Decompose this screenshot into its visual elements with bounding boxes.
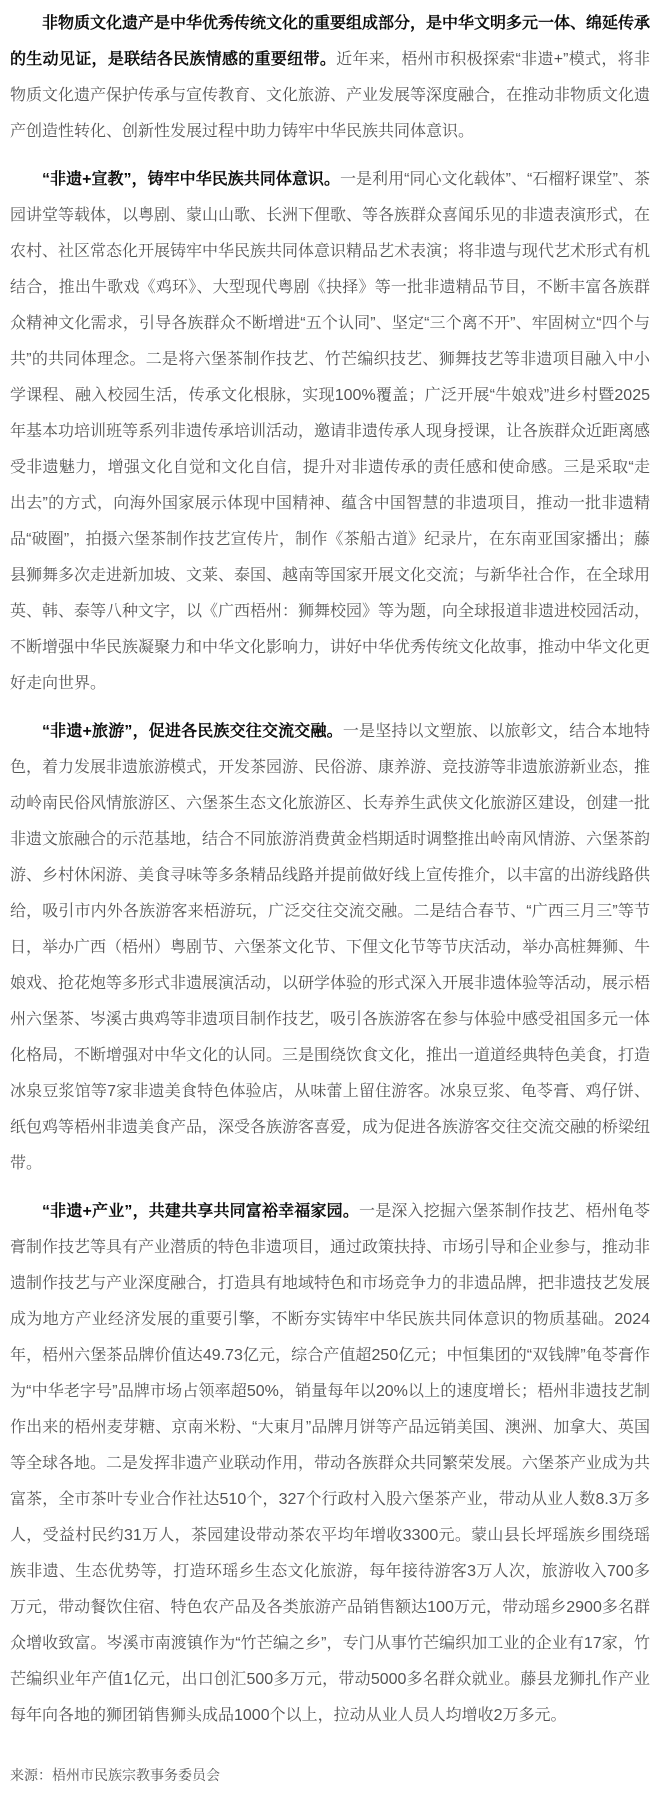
intro-body-text: 近年来，梧州市积极探索“非遗+”模式，将非物质文化遗产保护传承与宣传教育、文化旅游、产业发展等深度融合，在推动非物质文化遗产创造性转化、创新性发展过程中助力铸牢中华民族共同体意识。 [10, 51, 651, 140]
heritage-tourism-heading: “非遗+旅游”，促进各民族交往交流交融。 [42, 723, 343, 740]
heritage-education-heading: “非遗+宣教”，铸牢中华民族共同体意识。 [42, 171, 340, 188]
paragraph-heritage-industry [10, 1194, 650, 1734]
heritage-industry-body-text: 一是深入挖掘六堡茶制作技艺、梧州龟苓膏制作技艺等具有产业潜质的特色非遗项目，通过政策扶持、市场引导和企业参与，推动非遗制作技艺与产业深度融合，打造具有地域特色和市场竞争力的非遗品牌，把非遗技艺发展成为地方产业经济发展的重要引擎，不断夯实铸牢中华民族共同体意识的物质基础。2024年，梧州六堡茶品牌价值达49.73亿元，综合产值超250亿元；中恒集团的“双钱牌”龟苓膏作为“中华老字号”品牌市场占领率超50%，销量每年以20%以上的速度增长；梧州非遗技艺制作出来的梧州麦芽糖、京南米粉、“大東月”品牌月饼等产品远销美国、澳洲、加拿大、英国等全球各地。二是发挥非遗产业联动作用，带动各族群众共同繁荣发展。六堡茶产业成为共富茶，全市茶叶专业合作社达510个，327个行政村入股六堡茶产业，带动从业人数8.3万多人，受益村民约31万人，茶园建设带动茶农平均年增收3300元。蒙山县长坪瑶族乡围绕瑶族非遗、生态优势等，打造环瑶乡生态文化旅游，每年接待游客3万人次，旅游收入700多万元，带动餐饮住宿、特色农产品及各类旅游产品销售额达100万元，带动瑶乡2900多名群众增收致富。岑溪市南渡镇作为“竹芒编之乡”，专门从事竹芒编织加工业的企业有17家，竹芒编织业年产值1亿元，出口创汇500多万元，带动5000多名群众就业。藤县龙狮扎作产业每年向各地的狮团销售狮头成品1000个以上，拉动从业人员人均增收2万多元。 [10, 1203, 651, 1724]
heritage-tourism-body-text: 一是坚持以文塑旅、以旅彰文，结合本地特色，着力发展非遗旅游模式，开发茶园游、民俗游、康养游、竞技游等非遗旅游新业态，推动岭南民俗风情旅游区、六堡茶生态文化旅游区、长寿养生武侠文化旅游区建设，创建一批非遗文旅融合的示范基地，结合不同旅游消费黄金档期适时调整推出岭南风情游、六堡茶韵游、乡村休闲游、美食寻味等多条精品线路并提前做好线上宣传推介，以丰富的出游线路供给，吸引市内外各族游客来梧游玩，广泛交往交流交融。二是结合春节、“广西三月三”等节日，举办广西（梧州）粤剧节、六堡茶文化节、下俚文化节等节庆活动，举办高桩舞狮、牛娘戏、抢花炮等多形式非遗展演活动，以研学体验的形式深入开展非遗体验等活动，展示梧州六堡茶、岑溪古典鸡等非遗项目制作技艺，吸引各族游客在参与体验中感受祖国多元一体化格局，不断增强对中华文化的认同。三是围绕饮食文化，推出一道道经典特色美食，打造冰泉豆浆馆等7家非遗美食特色体验店，从味蕾上留住游客。冰泉豆浆、龟苓膏、鸡仔饼、纸包鸡等梧州非遗美食产品，深受各族游客喜爱，成为促进各族游客交往交流交融的桥梁纽带。 [10, 723, 651, 1172]
heritage-education-body-text: 一是利用“同心文化载体”、“石榴籽课堂”、茶园讲堂等载体，以粤剧、蒙山山歌、长洲下俚歌、等各族群众喜闻乐见的非遗表演形式，在农村、社区常态化开展铸牢中华民族共同体意识精品艺术表演；将非遗与现代艺术形式有机结合，推出牛歌戏《鸡环》、大型现代粤剧《抉择》等一批非遗精品节目，不断丰富各族群众精神文化需求，引导各族群众不断增进“五个认同”、坚定“三个离不开”、牢固树立“四个与共”的共同体理念。二是将六堡茶制作技艺、竹芒编织技艺、狮舞技艺等非遗项目融入中小学课程、融入校园生活，传承文化根脉，实现100%覆盖；广泛开展“牛娘戏”进乡村暨2025年基本功培训班等系列非遗传承培训活动，邀请非遗传承人现身授课，让各族群众近距离感受非遗魅力，增强文化自觉和文化自信，提升对非遗传承的责任感和使命感。三是采取“走出去”的方式，向海外国家展示体现中国精神、蕴含中国智慧的非遗项目，推动一批非遗精品“破圈”，拍摄六堡茶制作技艺宣传片，制作《茶船古道》纪录片，在东南亚国家播出；藤县狮舞多次走进新加坡、文莱、泰国、越南等国家开展文化交流；与新华社合作，在全球用英、韩、泰等八种文字，以《广西梧州：狮舞校园》等为题，向全球报道非遗进校园活动，不断增强中华民族凝聚力和中华文化影响力，讲好中华优秀传统文化故事，推动中华文化更好走向世界。 [10, 171, 651, 692]
paragraph-heritage-tourism [10, 714, 650, 1182]
paragraph-heritage-education [10, 162, 650, 702]
intro-paragraph [10, 6, 650, 150]
heritage-industry-heading: “非遗+产业”，共建共享共同富裕幸福家园。 [42, 1203, 360, 1220]
intro-lead-text: 非物质文化遗产是中华优秀传统文化的重要组成部分，是中华文明多元一体、绵延传承的生动见证，是联结各民族情感的重要纽带。 [10, 15, 651, 68]
source-attribution: 来源：梧州市民族宗教事务委员会 [10, 1767, 220, 1783]
